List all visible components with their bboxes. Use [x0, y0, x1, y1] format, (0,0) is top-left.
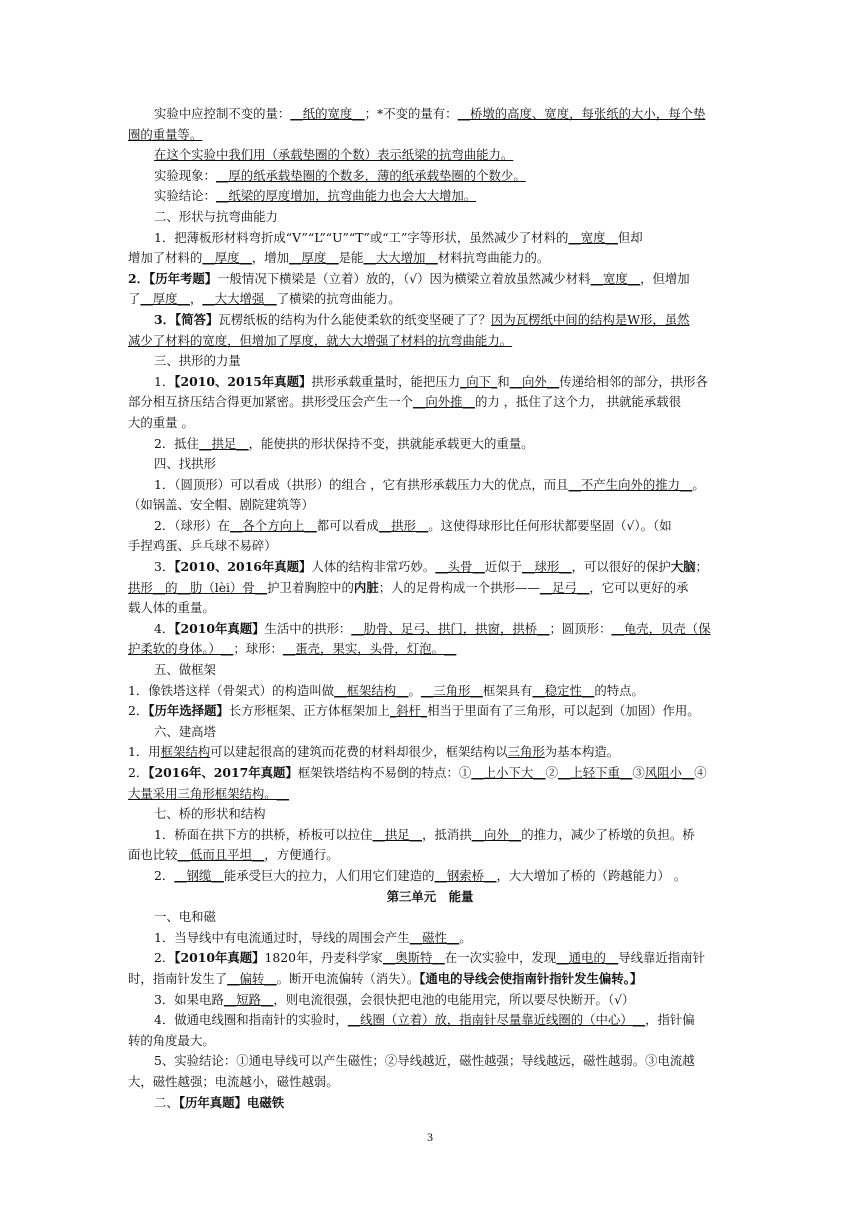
underlined-answer: 风阻小__ [644, 765, 695, 780]
text-segment: 4．做通电线圈和指南针的实验时， [154, 1012, 348, 1028]
text-segment: 2．抵住 [154, 435, 200, 451]
text-segment: 大，磁性越强；电流越小，磁性越弱。 [128, 1073, 339, 1089]
text-segment: ；圆顶形： [549, 620, 612, 636]
bold-text: 【2010年真题】 [174, 620, 265, 636]
text-line [128, 784, 732, 805]
page-number: 3 [427, 1130, 433, 1144]
underlined-answer: 三角形 [507, 744, 545, 760]
underlined-answer: __上轻下重__ [558, 765, 633, 780]
text-line [128, 207, 732, 228]
text-segment: ； [695, 559, 708, 575]
text-segment: 长方形框架、正方体框架加上 [228, 703, 390, 719]
underlined-answer: __线圈（立着）放，指南针尽量靠近线圈的（中心）__ [347, 1012, 646, 1028]
text-segment: 1．用 [128, 744, 161, 760]
text-segment: 拱形承载重量时，能把压力 [311, 373, 461, 389]
text-segment: 大的重量 。 [128, 414, 194, 430]
underlined-answer: __稳定性__ [532, 682, 595, 698]
text-line [128, 331, 732, 352]
underlined-answer: __钢缆__ [174, 867, 224, 883]
text-segment: 2．（球形）在 [154, 517, 231, 533]
underlined-answer: __各个方向上__ [230, 517, 317, 533]
underlined-answer: __龟壳，贝壳（保 [611, 620, 711, 636]
text-segment: 是能 [338, 250, 364, 266]
text-segment: 的推力，减少了桥墩的负担。桥 [521, 826, 695, 842]
underlined-answer: __球形__ [522, 559, 572, 575]
underlined-answer: __厚度__ [202, 250, 252, 266]
underlined-answer: 圈的重量等。 [128, 126, 203, 142]
bold-text: 【2010、2016年真题】 [174, 559, 312, 575]
text-segment: 可以建起很高的建筑而花费的材料却很少，框架结构以 [210, 744, 508, 760]
text-segment: 三、拱形的力量 [154, 353, 241, 369]
underlined-answer: __大大增强__ [202, 291, 277, 307]
text-segment: ，增加 [251, 250, 290, 266]
text-segment: 实验现象： [154, 167, 216, 183]
text-line [128, 990, 732, 1011]
text-segment: 传递给相邻的部分，拱形各 [559, 373, 708, 389]
text-segment: 。 [408, 682, 421, 698]
text-line [128, 1072, 732, 1093]
underlined-answer: __拱形__ [378, 517, 429, 533]
text-line [128, 557, 732, 578]
text-segment: ；人的足骨构成一个拱形—— [378, 579, 540, 595]
text-line [128, 928, 732, 949]
underlined-answer: __不产生向外的推力__ [568, 476, 693, 492]
text-segment: 1．（圆顶形）可以看成（拱形）的组合 ，它有拱形承载压力大的优点，而且 [154, 476, 569, 492]
text-segment: 的力 ，抵住了这个力， 拱就能承载很 [474, 394, 682, 410]
underlined-answer: __宽度__ [568, 229, 618, 245]
text-segment: 框架具有 [482, 682, 533, 698]
page-body [128, 104, 732, 1113]
text-segment: ，它可以更好的承 [589, 579, 689, 595]
text-segment: 材料抗弯曲能力的。 [437, 250, 550, 266]
text-segment: 生活中的拱形： [264, 620, 352, 636]
underlined-answer: __上小下大__ [471, 765, 546, 780]
text-segment: 增加了材料的 [128, 250, 203, 266]
text-segment: 1．当导线中有电流通过时，导线的周围会产生 [154, 929, 410, 945]
text-segment: 。断开电流偏转（消失）。 [276, 970, 420, 986]
text-segment: 但却 [617, 229, 643, 245]
bold-text: 内脏 [353, 579, 379, 595]
text-segment: 2． [154, 950, 175, 966]
text-segment: ，指针偏 [645, 1012, 695, 1028]
underlined-answer: __纸的宽度__ [290, 106, 365, 121]
text-segment: 2． [154, 867, 175, 883]
bold-text: 【2010年真题】 [174, 950, 265, 966]
text-segment: ，但增加 [640, 270, 690, 286]
underlined-answer: __向外__ [471, 826, 522, 842]
text-segment: 一般情况下横梁是（立着）放的，（√）因为横梁立着放虽然减少材料 [217, 270, 591, 286]
underlined-answer: __向外__ [509, 373, 560, 389]
text-segment: ，方便通行。 [264, 847, 339, 863]
underlined-answer: __肋骨、足弓、拱门，拱窗，拱桥__ [351, 620, 550, 636]
text-line [128, 372, 732, 393]
text-segment: 护卫着胸腔中的 [267, 579, 354, 595]
text-segment: 3． [154, 559, 175, 575]
text-segment: 1．桥面在拱下方的拱桥，桥板可以拉住 [154, 826, 373, 842]
bold-text: 【2010、2015年真题】 [174, 373, 312, 389]
text-segment: ；*不变的量有： [364, 106, 458, 121]
text-line [128, 351, 732, 372]
text-segment: ，可以很好的保护 [571, 559, 671, 575]
text-line [128, 454, 732, 475]
text-segment: 转的角度最大。 [128, 1032, 215, 1048]
underlined-answer: __低而且平坦__ [177, 847, 265, 863]
bold-text: 大脑 [670, 559, 696, 575]
underlined-answer: __桥墩的高度、宽度，每张纸的大小，每个垫 [457, 106, 706, 121]
text-line [128, 701, 732, 722]
text-segment: 1． [154, 373, 175, 389]
text-segment: 的特点。 [594, 682, 644, 698]
underlined-answer: __磁性__ [409, 929, 460, 945]
text-line [128, 969, 732, 990]
underlined-answer: __短路__ [223, 991, 274, 1007]
text-line [128, 763, 732, 784]
text-line [128, 948, 732, 969]
text-segment: 和 [497, 373, 510, 389]
text-segment: 人体的结构非常巧妙。 [311, 559, 436, 575]
underlined-answer: __厚度__ [289, 250, 339, 266]
bold-text: 【2016年、2017年真题】 [148, 765, 298, 780]
text-segment: 了横梁的抗弯曲能力。 [276, 291, 401, 307]
text-line [128, 907, 732, 928]
text-line [128, 145, 732, 166]
text-segment: 载人体的重量。 [128, 600, 215, 616]
text-segment: 七、桥的形状和结构 [154, 806, 266, 822]
underlined-answer: _斜杆_ [389, 703, 428, 719]
underlined-answer: __纸梁的厚度增加，抗弯曲能力也会大大增加。 [215, 188, 477, 204]
underlined-answer: __大大增加__ [363, 250, 438, 266]
bold-text: 2．【历年考题】 [128, 270, 218, 286]
text-segment: 1．像铁塔这样（骨架式）的构造叫做 [128, 682, 335, 698]
text-segment: （如锅盖、安全帽、剧院建筑等） [128, 497, 314, 513]
text-segment: 为基本构造。 [544, 744, 620, 760]
underlined-answer: 在这个实验中我们用（承载垫圈的个数）表示纸梁的抗弯曲能力。 [154, 147, 514, 163]
text-segment: 瓦楞纸板的结构为什么能使柔软的纸变坚硬了了？ [218, 311, 491, 327]
text-segment: 二、 [154, 1094, 179, 1110]
text-segment: 二、形状与抗弯曲能力 [154, 208, 278, 224]
text-line [128, 536, 732, 557]
underlined-answer: 因为瓦楞纸中间的结构是W形，虽然 [490, 311, 690, 327]
text-segment: 近似于 [484, 559, 523, 575]
text-line [128, 578, 732, 599]
text-line [128, 619, 732, 640]
text-line [128, 166, 732, 187]
section-heading [128, 887, 732, 908]
text-segment: ，能使拱的形状保持不变，拱就能承载更大的重量。 [248, 435, 534, 451]
text-segment: ；球形： [233, 641, 283, 657]
bold-text: 【历年真题】电磁铁 [178, 1094, 285, 1110]
text-segment: 部分相互挤压结合得更加紧密。拱形受压会产生一个 [128, 394, 413, 410]
text-line [128, 413, 732, 434]
underlined-answer: 拱形__的__肋（lèi）骨__ [128, 579, 268, 595]
text-segment: 4． [154, 620, 175, 636]
text-line [128, 248, 732, 269]
text-line [128, 845, 732, 866]
text-line [128, 639, 732, 660]
text-segment: 2． [128, 765, 149, 780]
underlined-answer: __蛋壳，果实，头骨，灯泡。__ [282, 641, 457, 657]
text-segment: ，则电流很强，会很快把电池的电能用完，所以要尽快断开。（√） [273, 991, 635, 1007]
text-segment: 了 [128, 291, 141, 307]
text-segment: 3．如果电路 [154, 991, 224, 1007]
underlined-answer: __三角形__ [420, 682, 483, 698]
text-segment: 在一次实验中，发现 [444, 950, 557, 966]
text-line [128, 598, 732, 619]
text-line [128, 660, 732, 681]
underlined-answer: __框架结构__ [334, 682, 409, 698]
text-segment: 1．把薄板形材料弯折成“V”“L”“U”“T”或“工”字等形状，虽然减少了材料的 [154, 229, 569, 245]
text-segment: 2． [128, 703, 149, 719]
underlined-answer: 大量采用三角形框架结构。__ [128, 785, 290, 801]
text-line [128, 125, 732, 146]
text-segment: 实验中应控制不变的量： [154, 106, 291, 121]
underlined-answer: __通电的__ [556, 950, 619, 966]
bold-text: 3．【简答】 [154, 311, 219, 327]
underlined-answer: __拱足__ [199, 435, 249, 451]
underlined-answer: __厚度__ [140, 291, 190, 307]
underlined-answer: __足弓__ [539, 579, 590, 595]
text-segment: 实验结论： [154, 188, 216, 204]
underlined-answer: __厚的纸承载垫圈的个数多，薄的纸承载垫圈的个数少。 [215, 167, 526, 183]
text-segment: 一、电和磁 [154, 909, 216, 925]
text-segment: ② [545, 765, 558, 780]
text-line [128, 495, 732, 516]
text-segment: 手捏鸡蛋、乒乓球不易碎） [128, 538, 277, 554]
bold-text: 【通电的导线会使指南针指针发生偏转。】 [419, 970, 643, 986]
underlined-answer: 护柔软的身体。）__ [128, 641, 234, 657]
underlined-answer: __偏转__ [227, 970, 277, 986]
text-segment: 。 [692, 476, 705, 492]
text-line [128, 1031, 732, 1052]
underlined-answer: 减少了材料的宽度，但增加了厚度，就大大增强了材料的抗弯曲能力。 [128, 332, 513, 348]
text-segment: 都可以看成 [316, 517, 379, 533]
text-segment: 六、建高塔 [154, 723, 216, 739]
text-segment: 面也比较 [128, 847, 178, 863]
underlined-answer: __钢索桥__ [434, 867, 497, 883]
text-segment: 能承受巨大的拉力，人们用它们建造的 [223, 867, 435, 883]
text-line [128, 866, 732, 887]
text-line [128, 516, 732, 537]
text-line [128, 228, 732, 249]
text-segment: ，抵消拱 [422, 826, 472, 842]
text-line [128, 1093, 732, 1114]
text-segment: 5、实验结论：①通电导线可以产生磁性；②导线越近，磁性越强；导线越远，磁性越弱。③电流越 [154, 1053, 695, 1069]
text-segment: 四、找拱形 [154, 456, 216, 472]
bold-text: 第三单元 能量 [386, 888, 474, 904]
underlined-answer: __奥斯特__ [382, 950, 445, 966]
text-segment: ， [189, 291, 203, 307]
text-segment: 相当于里面有了三角形，可以起到（加固）作用。 [427, 703, 700, 719]
text-line [128, 1051, 732, 1072]
text-segment: 。这使得球形比任何形状都要坚固（√）。（如 [428, 517, 672, 533]
underlined-answer: 框架结构 [160, 744, 211, 760]
text-segment: 1820年，丹麦科学家 [264, 950, 383, 966]
text-segment: ③ [632, 765, 645, 780]
text-line [128, 742, 732, 763]
underlined-answer: _向下_ [460, 373, 498, 389]
bold-text: 【历年选择题】 [148, 703, 229, 719]
underlined-answer: __拱足__ [372, 826, 423, 842]
text-line [128, 186, 732, 207]
text-line [128, 392, 732, 413]
underlined-answer: __向外推__ [412, 394, 475, 410]
text-line [128, 104, 732, 125]
text-segment: ，大大增加了桥的（跨越能力） 。 [496, 867, 687, 883]
text-line [128, 310, 732, 331]
text-segment: 导线靠近指南针 [618, 950, 705, 966]
text-line [128, 825, 732, 846]
text-line [128, 804, 732, 825]
text-line [128, 434, 732, 455]
underlined-answer: __头骨__ [435, 559, 485, 575]
text-segment: 时，指南针发生了 [128, 970, 228, 986]
underlined-answer: __宽度__ [590, 270, 641, 286]
text-segment: 框架铁塔结构不易倒的特点：① [297, 765, 472, 780]
text-line [128, 269, 732, 290]
text-line [128, 475, 732, 496]
text-segment: ④ [694, 765, 707, 780]
text-segment: 五、做框架 [154, 662, 216, 678]
text-line [128, 1010, 732, 1031]
text-line [128, 681, 732, 702]
text-line [128, 289, 732, 310]
text-segment: 。 [459, 929, 472, 945]
text-line [128, 722, 732, 743]
